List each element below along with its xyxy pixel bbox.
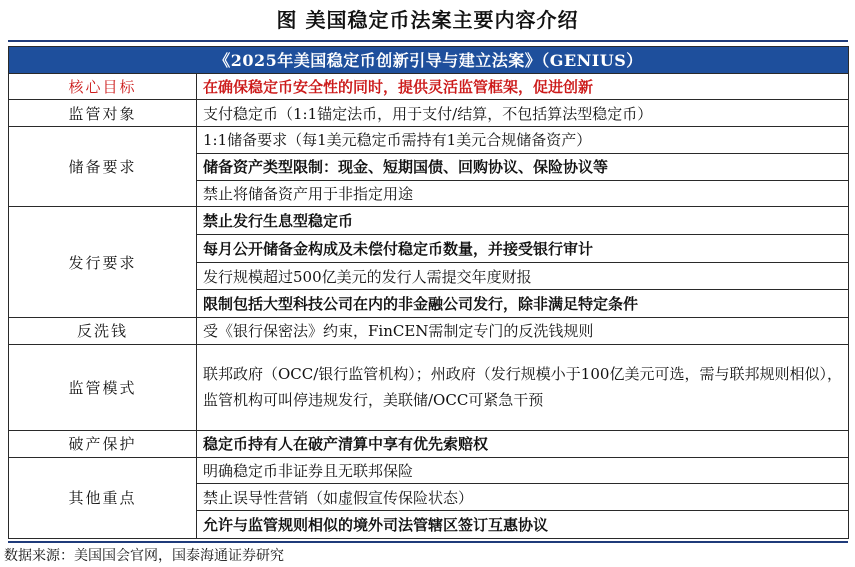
category-label: 核心目标	[9, 73, 197, 100]
table-row	[9, 431, 849, 458]
item-text: 支付稳定币（1:1锚定法币，用于支付/结算，不包括算法型稳定币）	[197, 100, 849, 127]
item-text: 明确稳定币非证券且无联邦保险	[197, 457, 849, 484]
category-label: 监管模式	[9, 344, 197, 430]
category-label: 其他重点	[9, 457, 197, 538]
category-label: 发行要求	[9, 207, 197, 318]
category-label: 储备要求	[9, 127, 197, 207]
source-note: 数据来源：美国国会官网，国泰海通证券研究	[4, 548, 284, 564]
item-text: 联邦政府（OCC/银行监管机构）；州政府（发行规模小于100亿美元可选，需与联邦规则相似），监管机构可叫停违规发行，美联储/OCC可紧急干预	[197, 344, 849, 430]
table-row	[9, 127, 849, 154]
item-text: 发行规模超过500亿美元的发行人需提交年度财报	[197, 262, 849, 290]
category-label: 破产保护	[9, 431, 197, 458]
category-label: 监管对象	[9, 100, 197, 127]
table-row	[9, 344, 849, 430]
table-banner: 《2025年美国稳定币创新引导与建立法案》（GENIUS）	[9, 47, 849, 74]
table-row	[9, 100, 849, 127]
item-text: 受《银行保密法》约束，FinCEN需制定专门的反洗钱规则	[197, 318, 849, 345]
content-table	[8, 46, 849, 539]
table-row	[9, 73, 849, 100]
item-text: 每月公开储备金构成及未偿付稳定币数量，并接受银行审计	[197, 234, 849, 262]
bottom-rule	[8, 541, 848, 543]
table-row	[9, 457, 849, 484]
item-text: 允许与监管规则相似的境外司法管辖区签订互惠协议	[197, 511, 849, 539]
item-text: 禁止将储备资产用于非指定用途	[197, 180, 849, 207]
item-text: 禁止发行生息型稳定币	[197, 207, 849, 235]
table-row	[9, 207, 849, 235]
banner-row	[9, 47, 849, 74]
item-text: 稳定币持有人在破产清算中享有优先索赔权	[197, 431, 849, 458]
figure-title: 图 美国稳定币法案主要内容介绍	[276, 8, 579, 32]
item-text: 在确保稳定币安全性的同时，提供灵活监管框架，促进创新	[197, 73, 849, 100]
item-text: 禁止误导性营销（如虚假宣传保险状态）	[197, 484, 849, 511]
item-text: 储备资产类型限制：现金、短期国债、回购协议、保险协议等	[197, 153, 849, 180]
top-rule	[8, 40, 848, 42]
item-text: 1:1储备要求（每1美元稳定币需持有1美元合规储备资产）	[197, 127, 849, 154]
item-text: 限制包括大型科技公司在内的非金融公司发行，除非满足特定条件	[197, 290, 849, 318]
table-row	[9, 318, 849, 345]
category-label: 反洗钱	[9, 318, 197, 345]
